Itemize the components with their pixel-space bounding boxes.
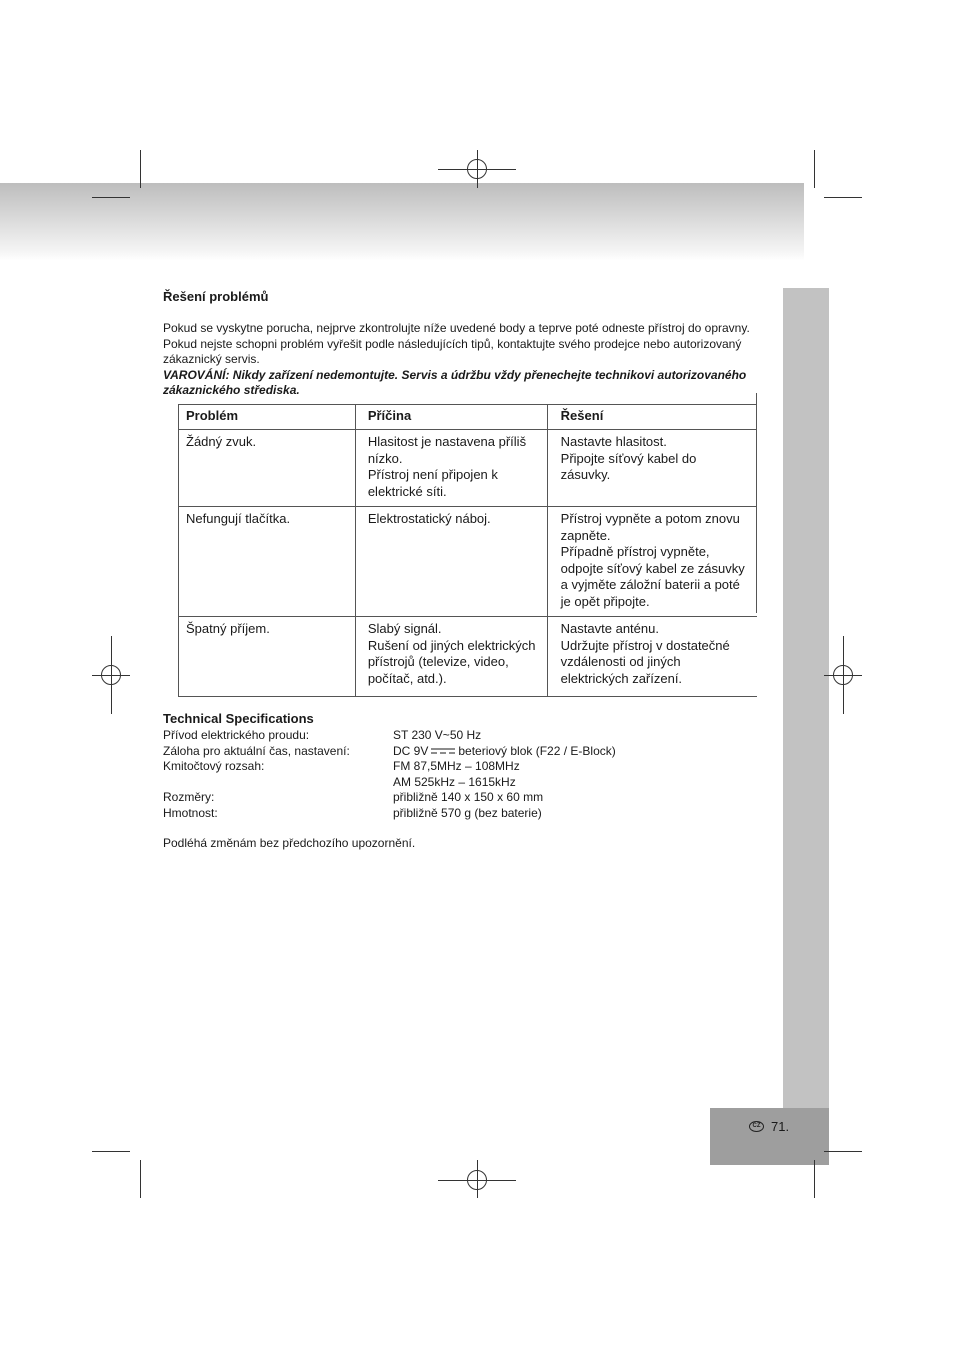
side-bar bbox=[783, 288, 829, 1108]
spec-value-suffix: beteriový blok (F22 / E-Block) bbox=[458, 743, 616, 758]
spec-row-dimensions bbox=[163, 790, 616, 806]
cell-cause: Elektrostatický náboj. bbox=[355, 507, 547, 617]
table-header-row bbox=[179, 405, 758, 430]
crop-mark bbox=[824, 1151, 862, 1152]
header-problem: Problém bbox=[179, 405, 356, 430]
cell-solution: Nastavte anténu. Udržujte přístroj v dostatečné vzdálenosti od jiných elektrických zařízení. bbox=[547, 617, 757, 697]
spec-row-weight bbox=[163, 806, 616, 822]
registration-circle bbox=[467, 1170, 487, 1190]
crop-mark bbox=[140, 150, 141, 188]
crop-mark bbox=[92, 197, 130, 198]
page-tab bbox=[710, 1108, 829, 1165]
cell-solution: Nastavte hlasitost. Připojte síťový kabel do zásuvky. bbox=[547, 430, 757, 507]
specs-title: Technical Specifications bbox=[163, 711, 314, 726]
spec-label: Hmotnost: bbox=[163, 805, 218, 820]
troubleshooting-table bbox=[178, 404, 757, 697]
spec-label: Záloha pro aktuální čas, nastavení: bbox=[163, 743, 350, 758]
crop-mark bbox=[824, 197, 862, 198]
intro-text: Pokud se vyskytne porucha, nejprve zkontrolujte níže uvedené body a teprve poté odneste přístroj do opravny. Pokud nejste schopni problém vyřešit podle následujících tipů, kontaktujte svého prodejce nebo autorizovaný zákaznický servis. bbox=[163, 321, 750, 366]
crop-mark bbox=[140, 1160, 141, 1198]
dc-symbol-icon bbox=[431, 747, 455, 755]
disclaimer-note: Podléhá změnám bez předchozího upozornění. bbox=[163, 836, 416, 850]
spec-value: přibližně 140 x 150 x 60 mm bbox=[393, 790, 544, 804]
crop-mark bbox=[814, 150, 815, 188]
spec-label: Kmitočtový rozsah: bbox=[163, 759, 265, 773]
spec-label: Rozměry: bbox=[163, 790, 215, 804]
header-cause: Příčina bbox=[355, 405, 547, 430]
language-badge: CZ bbox=[749, 1121, 764, 1132]
spec-row-frequency-am bbox=[163, 775, 616, 791]
table-row bbox=[179, 430, 758, 507]
specs-list bbox=[163, 728, 616, 821]
cell-cause: Slabý signál. Rušení od jiných elektrických přístrojů (televize, video, počítač, atd.). bbox=[355, 617, 547, 697]
spec-value: ST 230 V~50 Hz bbox=[393, 728, 482, 742]
spec-value: FM 87,5MHz – 108MHz bbox=[393, 759, 520, 773]
warning-text: VAROVÁNÍ: Nikdy zařízení nedemontujte. Servis a údržbu vždy přenechejte technikovi autorizovaného zákaznického střediska. bbox=[163, 367, 747, 397]
spec-row-backup bbox=[163, 744, 616, 760]
section-title: Řešení problémů bbox=[163, 289, 269, 304]
spec-label: Přívod elektrického proudu: bbox=[163, 728, 310, 742]
spec-value-prefix: DC 9V bbox=[393, 743, 429, 758]
spec-row-power bbox=[163, 728, 616, 744]
page-number: 71. bbox=[771, 1119, 790, 1134]
cell-problem: Žádný zvuk. bbox=[179, 430, 356, 507]
header-solution: Řešení bbox=[547, 405, 757, 430]
crop-mark bbox=[92, 1151, 130, 1152]
crop-mark bbox=[814, 1160, 815, 1198]
table-row bbox=[179, 617, 758, 697]
cell-problem: Špatný příjem. bbox=[179, 617, 356, 697]
cell-problem: Nefungují tlačítka. bbox=[179, 507, 356, 617]
spec-row-frequency bbox=[163, 759, 616, 775]
registration-circle bbox=[101, 665, 121, 685]
header-band bbox=[0, 183, 804, 261]
registration-circle bbox=[467, 159, 487, 179]
registration-circle bbox=[833, 665, 853, 685]
spec-value: přibližně 570 g (bez baterie) bbox=[393, 805, 542, 820]
spec-value: AM 525kHz – 1615kHz bbox=[393, 774, 516, 789]
cell-cause: Hlasitost je nastavena příliš nízko. Přístroj není připojen k elektrické síti. bbox=[355, 430, 547, 507]
spec-value bbox=[393, 744, 616, 760]
intro-paragraph bbox=[163, 321, 763, 399]
table-row bbox=[179, 507, 758, 617]
cell-solution: Přístroj vypněte a potom znovu zapněte. Případně přístroj vypněte, odpojte síťový kabel ze zásuvky a vyjměte záložní baterii a poté je opět připojte. bbox=[547, 507, 757, 617]
